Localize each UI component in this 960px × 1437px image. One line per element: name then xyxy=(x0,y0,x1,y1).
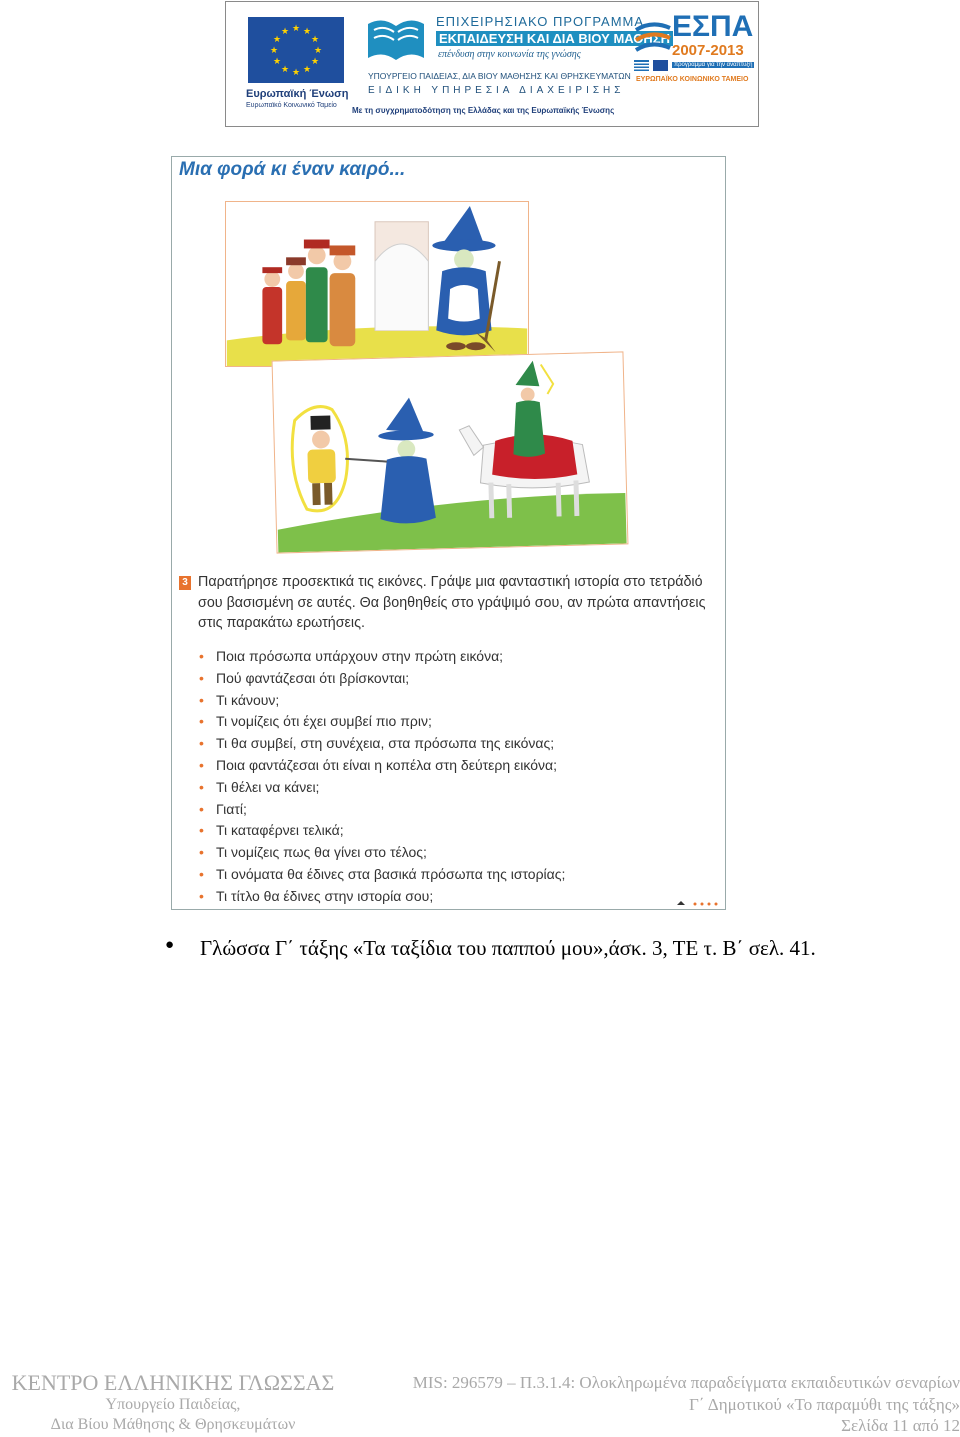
footer-page-number: Σελίδα 11 από 12 xyxy=(841,1416,960,1435)
scan-title: Μια φορά κι έναν καιρό... xyxy=(179,159,406,180)
bullet-icon: • xyxy=(199,713,204,730)
question-text: Τι τίτλο θα έδινες στην ιστορία σου; xyxy=(216,887,434,904)
espa-fund: ΕΥΡΩΠΑΪΚΟ ΚΟΙΝΩΝΙΚΟ ΤΑΜΕΙΟ xyxy=(636,76,749,83)
list-item xyxy=(198,886,565,908)
espa-years: 2007-2013 xyxy=(672,42,744,59)
bullet-icon: • xyxy=(199,735,204,752)
svg-text:★: ★ xyxy=(269,46,279,56)
question-list xyxy=(198,646,565,908)
bullet-icon: • xyxy=(199,844,204,861)
bullet-icon: • xyxy=(199,887,204,904)
eu-name: Ευρωπαϊκή Ένωση xyxy=(246,88,349,100)
list-item xyxy=(198,690,565,712)
question-text: Τι νομίζεις πως θα γίνει στο τέλος; xyxy=(216,844,427,861)
svg-text:★: ★ xyxy=(310,35,320,45)
logo-banner xyxy=(225,1,759,127)
op-ministry: ΥΠΟΥΡΓΕΙΟ ΠΑΙΔΕΙΑΣ, ΔΙΑ ΒΙΟΥ ΜΑΘΗΣΗΣ ΚΑΙ ΘΡΗΣΚΕΥΜΑΤΩΝ xyxy=(368,71,631,81)
op-title-line-3: επένδυση στην κοινωνία της γνώσης xyxy=(438,49,581,60)
witch-princess-drawing xyxy=(273,352,628,552)
bullet-icon: • xyxy=(199,648,204,664)
open-book-icon xyxy=(366,14,426,70)
footer-mis: MIS: 296579 – Π.3.1.4: Ολοκληρωμένα παραδείγματα εκπαιδευτικών σεναρίων xyxy=(412,1373,960,1392)
svg-text:★: ★ xyxy=(272,35,282,45)
svg-text:★: ★ xyxy=(272,57,282,67)
espa-name: ΕΣΠΑ xyxy=(672,10,754,43)
eu-flag-icon xyxy=(248,17,344,83)
question-text: Τι νομίζεις ότι έχει συμβεί πιο πριν; xyxy=(216,713,432,730)
exercise-instructions: Παρατήρησε προσεκτικά τις εικόνες. Γράψε μια φανταστική ιστορία στο τετράδιό σου βασισμένη σε αυτές. Θα βοηθηθείς στο γράψιμό σου, αν πρώτα απαντήσεις στις παρακάτω ερωτήσεις. xyxy=(198,574,706,631)
bullet-icon: • xyxy=(199,778,204,795)
espa-wave-icon xyxy=(634,18,672,58)
illustration-witch-and-princess xyxy=(272,351,629,553)
svg-text:★: ★ xyxy=(291,68,301,78)
svg-text:★: ★ xyxy=(310,57,320,67)
question-text: Τι θα συμβεί, στη συνέχεια, στα πρόσωπα της εικόνας; xyxy=(216,735,555,752)
question-text: Τι κάνουν; xyxy=(216,691,280,708)
footer-ministry-line-1: Υπουργείο Παιδείας, xyxy=(105,1396,241,1413)
svg-text:★: ★ xyxy=(313,46,323,56)
svg-text:★: ★ xyxy=(302,27,312,37)
op-title-line-2: ΕΚΠΑΙΔΕΥΣΗ ΚΑΙ ΔΙΑ ΒΙΟΥ ΜΑΘΗΣΗ xyxy=(436,31,673,46)
question-text: Τι ονόματα θα έδινες στα βασικά πρόσωπα της ιστορίας; xyxy=(216,865,566,882)
question-text: Ποια πρόσωπα υπάρχουν στην πρώτη εικόνα; xyxy=(216,648,504,664)
bullet-icon: • xyxy=(199,756,204,773)
question-text: Τι θέλει να κάνει; xyxy=(216,778,320,795)
cofunding-note: Με τη συγχρηματοδότηση της Ελλάδας και της Ευρωπαϊκής Ένωσης xyxy=(352,106,615,115)
footer-org-name: ΚΕΝΤΡΟ ΕΛΛΗΝΙΚΗΣ ΓΛΩΣΣΑΣ xyxy=(11,1370,335,1395)
bullet-icon: • xyxy=(199,800,204,817)
flags-icon xyxy=(634,60,668,71)
list-item xyxy=(198,668,565,690)
op-service: ΕΙΔΙΚΗ ΥΠΗΡΕΣΙΑ ΔΙΑΧΕΙΡΙΣΗΣ xyxy=(368,85,625,96)
question-text: Τι καταφέρνει τελικά; xyxy=(216,822,344,839)
bullet-icon: • xyxy=(199,822,204,839)
footer-ministry-line-2: Δια Βίου Μάθησης & Θρησκευμάτων xyxy=(50,1416,296,1433)
svg-text:★: ★ xyxy=(302,65,312,75)
footer-document-info xyxy=(380,1372,960,1437)
list-item xyxy=(198,820,565,842)
list-item xyxy=(198,777,565,799)
svg-text:★: ★ xyxy=(280,27,290,37)
eu-fund: Ευρωπαϊκό Κοινωνικό Ταμείο xyxy=(246,102,337,109)
list-item xyxy=(198,799,565,821)
bullet-icon: • xyxy=(199,865,204,882)
textbook-page-scan xyxy=(171,156,726,910)
bullet-icon: • xyxy=(199,669,204,686)
exercise-number-badge: 3 xyxy=(179,576,191,590)
list-item xyxy=(198,711,565,733)
list-item xyxy=(198,755,565,777)
list-item xyxy=(198,842,565,864)
footer-course: Γ΄ Δημοτικού «Το παραμύθι της τάξης» xyxy=(689,1394,960,1414)
footer-organization xyxy=(4,1371,342,1435)
page-corner-ornament-icon xyxy=(675,899,721,907)
espa-slogan: πρόγραμμα για την ανάπτυξη xyxy=(674,62,753,68)
question-text: Ποια φαντάζεσαι ότι είναι η κοπέλα στη δεύτερη εικόνα; xyxy=(216,756,557,773)
illustration-witch-and-family xyxy=(225,201,529,367)
list-item xyxy=(198,646,565,668)
question-text: Πού φαντάζεσαι ότι βρίσκονται; xyxy=(216,669,410,686)
svg-text:★: ★ xyxy=(280,65,290,75)
bullet-icon: ● xyxy=(165,937,175,953)
list-item xyxy=(198,864,565,886)
list-item xyxy=(198,733,565,755)
bullet-icon: • xyxy=(199,691,204,708)
figure-caption: Γλώσσα Γ΄ τάξης «Τα ταξίδια του παππού μου»,άσκ. 3, ΤΕ τ. Β΄ σελ. 41. xyxy=(200,936,816,960)
question-text: Γιατί; xyxy=(216,800,247,817)
svg-text:★: ★ xyxy=(291,24,301,34)
witch-family-drawing xyxy=(226,202,528,366)
op-title-line-1: ΕΠΙΧΕΙΡΗΣΙΑΚΟ ΠΡΟΓΡΑΜΜΑ xyxy=(436,14,645,29)
